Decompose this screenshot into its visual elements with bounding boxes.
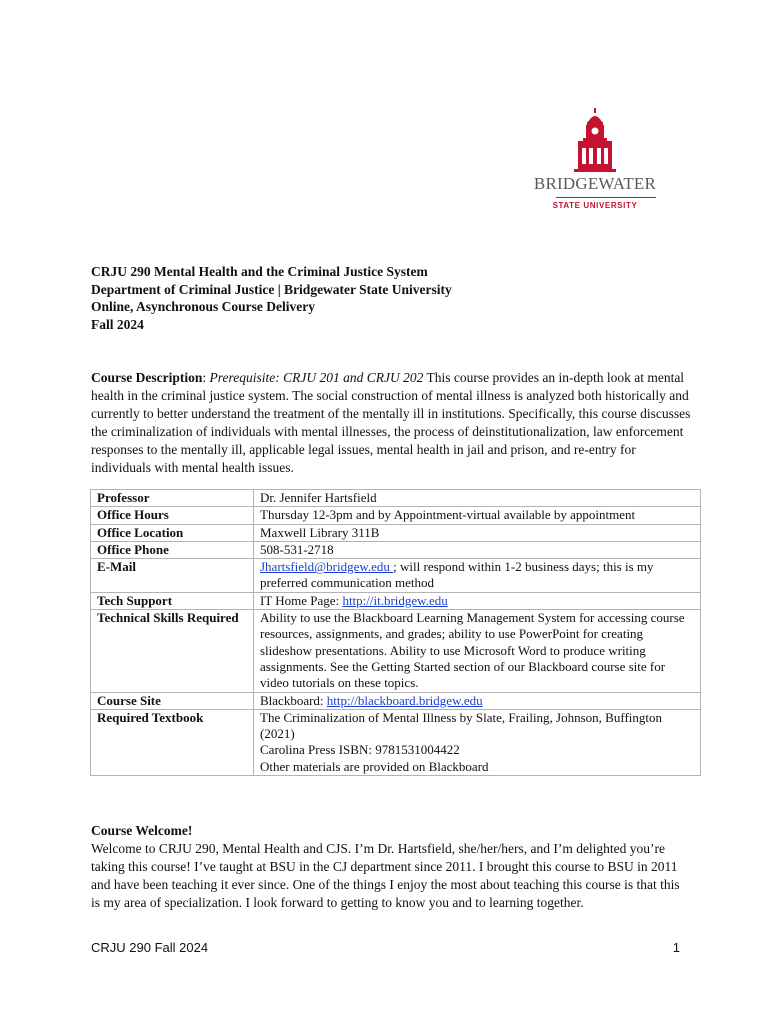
professor-value: Dr. Jennifer Hartsfield bbox=[254, 490, 701, 507]
email-value bbox=[254, 559, 701, 593]
office-phone-value: 508-531-2718 bbox=[254, 541, 701, 558]
textbook-label: Required Textbook bbox=[91, 709, 254, 775]
office-hours-label: Office Hours bbox=[91, 507, 254, 524]
table-row bbox=[91, 507, 701, 524]
course-title: CRJU 290 Mental Health and the Criminal Justice System bbox=[91, 264, 428, 279]
textbook-value bbox=[254, 709, 701, 775]
course-site-prefix: Blackboard: bbox=[260, 692, 327, 708]
table-row bbox=[91, 490, 701, 507]
page-footer bbox=[91, 940, 680, 955]
course-header bbox=[91, 263, 691, 333]
prerequisite-text: Prerequisite: CRJU 201 and CRJU 202 bbox=[209, 370, 424, 385]
textbook-title: The Criminalization of Mental Illness by Slate, Frailing, Johnson, Buffington (2021) bbox=[260, 709, 662, 742]
description-text: This course provides an in-depth look at mental health in the criminal justice system. The social construction of mental illness is analyzed both historically and currently to better understand the treatment of the mentally ill in institutions. Specifically, this course discusses the criminalization of individuals with mental illnesses, the process of deinstitutionalization, law enforcement responses to the mentally ill, applicable legal issues, mental health in jail and prison, and re-entry for individuals with mental health issues. bbox=[91, 370, 691, 475]
tech-support-link[interactable]: http://it.bridgew.edu bbox=[342, 592, 448, 608]
tech-support-prefix: IT Home Page: bbox=[260, 592, 343, 608]
course-site-label: Course Site bbox=[91, 692, 254, 709]
logo-divider bbox=[556, 197, 656, 198]
table-row bbox=[91, 524, 701, 541]
term-line: Fall 2024 bbox=[91, 316, 144, 332]
bell-tower-icon bbox=[528, 108, 662, 172]
tech-support-label: Tech Support bbox=[91, 592, 254, 609]
technical-skills-value: Ability to use the Blackboard Learning Management System for accessing course resources, assignments, and grades; ability to use PowerPoint for creating slideshow presentations. Ability to use Microsoft Word to produce writing assignments. See the Getting Started section of our Blackboard course site for video tutorials on these topics. bbox=[254, 610, 701, 692]
table-row bbox=[91, 541, 701, 558]
professor-label: Professor bbox=[91, 490, 254, 507]
textbook-isbn: Carolina Press ISBN: 9781531004422 bbox=[260, 742, 460, 758]
textbook-other: Other materials are provided on Blackboard bbox=[260, 758, 489, 774]
table-row bbox=[91, 592, 701, 609]
table-row bbox=[91, 610, 701, 692]
course-info-table bbox=[90, 489, 701, 776]
table-row bbox=[91, 692, 701, 709]
table-row bbox=[91, 559, 701, 593]
welcome-text: Welcome to CRJU 290, Mental Health and CJS. I’m Dr. Hartsfield, she/her/hers, and I’m delighted you’re taking this course! I’ve taught at BSU in the CJ department since 2011. I brought this course to BSU in 2011 and have been teaching it ever since. One of the things I enjoy the most about teaching this course is that this is my area of specialization. I look forward to getting to know you and to learning together. bbox=[91, 841, 680, 910]
email-link[interactable]: Jhartsfield@bridgew.edu bbox=[260, 559, 394, 575]
page-number: 1 bbox=[672, 940, 680, 955]
course-site-link[interactable]: http://blackboard.bridgew.edu bbox=[326, 692, 483, 708]
email-label: E-Mail bbox=[91, 559, 254, 593]
office-phone-label: Office Phone bbox=[91, 541, 254, 558]
logo-name: BRIDGEWATER bbox=[533, 174, 657, 193]
footer-course: CRJU 290 Fall 2024 bbox=[91, 940, 209, 955]
department-line: Department of Criminal Justice | Bridgewater State University bbox=[91, 281, 452, 297]
course-site-value bbox=[254, 692, 701, 709]
course-description: Course Description: Prerequisite: CRJU 201 and CRJU 202 This course provides an in-depth look at mental health in the criminal justice system. The social construction of mental illness is analyzed both historically and currently to better understand the treatment of the mentally ill in institutions. Specifically, this course discusses the criminalization of individuals with mental illnesses, the process of deinstitutionalization, law enforcement responses to the mentally ill, applicable legal issues, mental health in jail and prison, and re-entry for individuals with mental health issues. bbox=[91, 370, 691, 475]
table-row bbox=[91, 709, 701, 775]
technical-skills-label: Technical Skills Required bbox=[91, 610, 254, 692]
description-label: Course Description bbox=[91, 370, 203, 385]
office-location-value: Maxwell Library 311B bbox=[254, 524, 701, 541]
email-note: ; will respond within 1-2 business days; this is my preferred communication method bbox=[260, 559, 654, 591]
office-hours-value: Thursday 12-3pm and by Appointment-virtual available by appointment bbox=[254, 507, 701, 524]
logo-subtitle: STATE UNIVERSITY bbox=[552, 201, 638, 210]
welcome-heading: Course Welcome! bbox=[91, 823, 193, 838]
tech-support-value bbox=[254, 592, 701, 609]
university-logo bbox=[528, 108, 662, 216]
office-location-label: Office Location bbox=[91, 524, 254, 541]
course-welcome bbox=[91, 822, 691, 912]
delivery-line: Online, Asynchronous Course Delivery bbox=[91, 299, 316, 314]
